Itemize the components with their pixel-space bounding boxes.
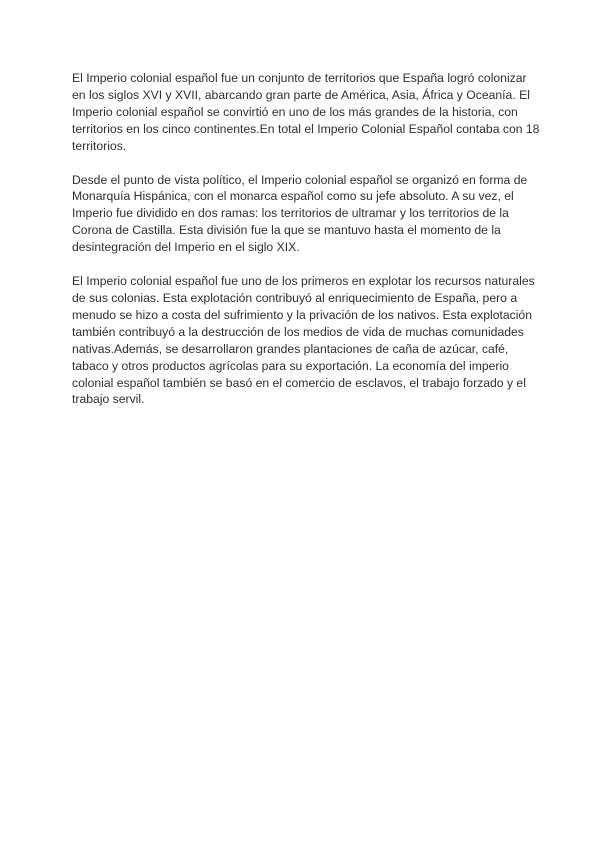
paragraph-2: Desde el punto de vista político, el Imperio colonial español se organizó en forma de Monarquía Hispánica, con el monarca español como su jefe absoluto. A su vez, el Imperio fue dividido en dos ramas: los territorios de ultramar y los territorios de la Corona de Castilla. Esta división fue la que se mantuvo hasta el momento de la desintegración del Imperio en el siglo XIX. — [72, 172, 528, 255]
paragraph-1: El Imperio colonial español fue un conjunto de territorios que España logró colonizar en los siglos XVI y XVII, abarcando gran parte de América, Asia, África y Oceanía. El Imperio colonial español se convirtió en uno de los más grandes de la historia, con territorios en los cinco continentes.En total el Imperio Colonial Español contaba con 18 territorios. — [72, 71, 540, 153]
document-body — [72, 70, 542, 425]
paragraph-3: El Imperio colonial español fue uno de los primeros en explotar los recursos naturales de sus colonias. Esta explotación contribuyó al enriquecimiento de España, pero a menudo se hizo a costa del sufrimiento y la privación de los nativos. Esta explotación también contribuyó a la destrucción de los medios de vida de muchas comunidades nativas.Además, se desarrollaron grandes plantaciones de caña de azúcar, café, tabaco y otros productos agrícolas para su exportación. La economía del imperio colonial español también se basó en el comercio de esclavos, el trabajo forzado y el trabajo servil. — [72, 274, 535, 407]
